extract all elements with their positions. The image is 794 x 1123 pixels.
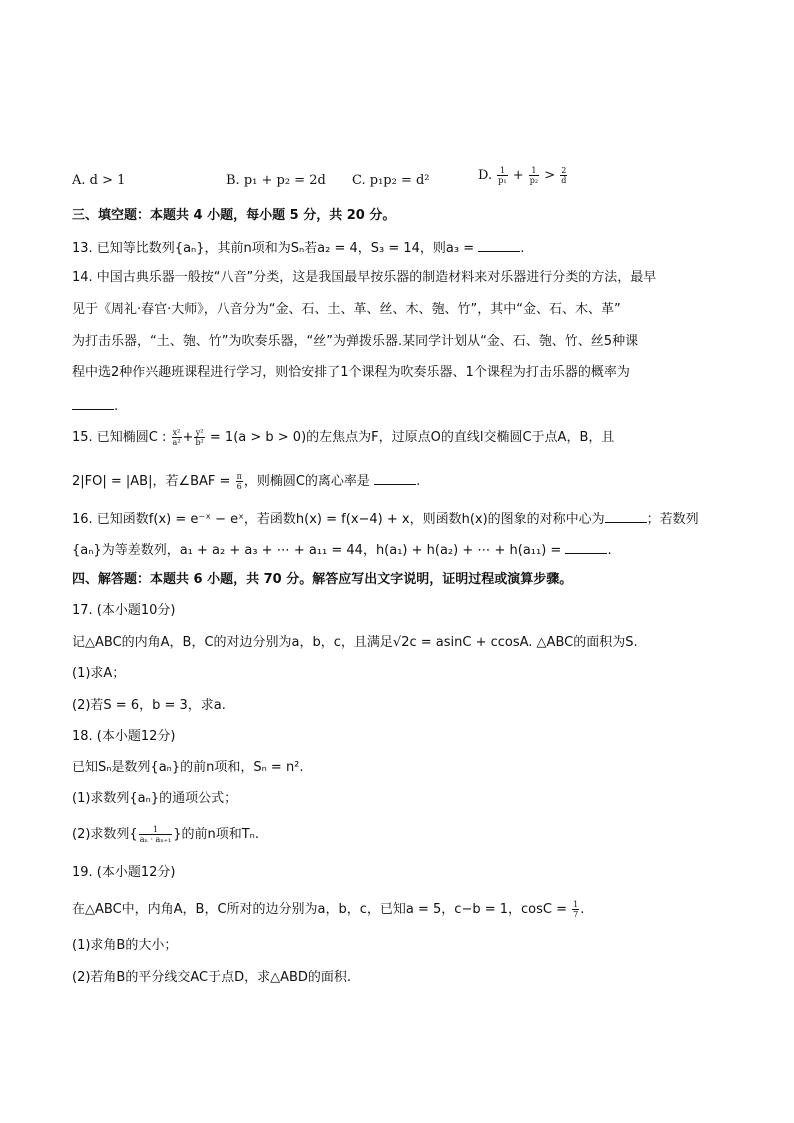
q17-head: 17. (本小题10分)	[72, 603, 176, 618]
frac-num: π	[236, 472, 242, 481]
q14-line-2: 见于《周礼·春官·大师》，八音分为“金、石、土、革、丝、木、匏、竹”，其中“金、石、木、革”	[72, 302, 621, 317]
q18-stem: 已知Sₙ是数列{aₙ}的前n项和，Sₙ = n².	[72, 760, 304, 775]
answer-blank	[565, 540, 607, 554]
option-d-prefix: D.	[478, 168, 493, 183]
q14-line-4: 程中选2种作兴趣班课程进行学习，则恰安排了1个课程为吹奏乐器、1个课程为打击乐器的概率为	[72, 365, 630, 380]
q15-line-2	[72, 471, 420, 491]
gt-sign: >	[544, 168, 556, 183]
q16-line-1	[72, 509, 699, 529]
section-4-title-text: 四、解答题：本题共 6 小题，共 70 分。解答应写出文字说明，证明过程或演算步骤。	[72, 572, 573, 587]
frac-num: 1	[573, 900, 579, 909]
frac-num: 1	[497, 166, 507, 176]
q18-part-1: (1)求数列{aₙ}的通项公式；	[72, 791, 238, 806]
frac-num: y²	[195, 428, 204, 437]
q16-line-2	[72, 540, 612, 560]
frac-pi-6	[236, 472, 243, 491]
option-d	[478, 166, 568, 185]
frac-num: 1	[529, 166, 539, 176]
answer-blank	[605, 509, 647, 523]
q16-line1-post: ；若数列	[646, 512, 699, 527]
q15-mid: = 1(a > b > 0)的左焦点为F，过原点O的直线l交椭圆C于点A，B，且	[209, 430, 615, 445]
frac-1-p1	[497, 166, 507, 185]
plus-sign: +	[512, 168, 524, 183]
q19-part-1: (1)求角B的大小；	[72, 938, 178, 953]
section-3-title	[72, 207, 395, 225]
q15-pre: 15. 已知椭圆C :	[72, 430, 167, 445]
q18-p2-pre: (2)求数列{	[72, 827, 138, 842]
frac-num: 1	[139, 825, 173, 835]
frac-den: d	[561, 176, 567, 185]
frac-den: 6	[236, 482, 242, 491]
frac-1-7	[572, 900, 579, 919]
section-4-title	[72, 571, 572, 589]
q13-end: .	[520, 241, 525, 256]
q14-line-5	[72, 396, 118, 416]
q16-line1-text: 16. 已知函数f(x) = e⁻ˣ − eˣ，若函数h(x) = f(x−4) + x，则函数h(x)的图象的对称中心为	[72, 512, 605, 527]
frac-den: p₂	[529, 176, 539, 185]
q17-stem: 记△ABC的内角A，B，C的对边分别为a，b，c，且满足√2c = asinC + ccosA. △ABC的面积为S.	[72, 635, 638, 650]
frac-1-p2	[529, 166, 539, 185]
q15-line2-pre: 2|FO| = |AB|，若∠BAF =	[72, 474, 231, 489]
q16-end: .	[607, 543, 612, 558]
option-a: A. d > 1	[72, 173, 126, 188]
frac-num: x²	[172, 428, 181, 437]
q19-stem	[72, 900, 584, 919]
frac-den: a²	[172, 438, 181, 447]
q19-stem-pre: 在△ABC中，内角A，B，C所对的边分别为a，b，c，已知a = 5，c−b = 1，cosC =	[72, 902, 568, 917]
section-3-title-text: 三、填空题：本题共 4 小题，每小题 5 分，共 20 分。	[72, 208, 396, 223]
q18-p2-post: }的前n项和Tₙ.	[173, 827, 259, 842]
frac-1-an-an1	[139, 825, 173, 844]
q17-part-2: (2)若S = 6，b = 3，求a.	[72, 698, 226, 713]
plus-sign: +	[182, 430, 194, 445]
frac-den: b²	[195, 438, 204, 447]
q19-part-2: (2)若角B的平分线交AC于点D，求△ABD的面积.	[72, 970, 352, 985]
frac-2-d	[560, 166, 567, 185]
q13-text: 13. 已知等比数列{aₙ}，其前n项和为Sₙ若a₂ = 4，S₃ = 14，则a₃ =	[72, 241, 475, 256]
q14-line-3: 为打击乐器，“土、匏、竹”为吹奏乐器，“丝”为弹拨乐器.某同学计划从“金、石、匏、竹、丝5种课	[72, 334, 639, 349]
frac-den: 7	[573, 910, 579, 919]
question-13	[72, 238, 524, 258]
q14-line-1: 14. 中国古典乐器一般按“八音”分类，这是我国最早按乐器的制造材料来对乐器进行分类的方法，最早	[72, 270, 657, 285]
option-b: B. p₁ + p₂ = 2d	[226, 173, 326, 188]
q18-part-2	[72, 825, 259, 844]
frac-x2-a2	[172, 428, 182, 447]
frac-den: p₁	[498, 176, 507, 185]
q19-stem-end: .	[580, 902, 585, 917]
answer-blank	[478, 238, 520, 252]
q14-end: .	[114, 399, 119, 414]
q15-end: .	[416, 474, 421, 489]
q19-head: 19. (本小题12分)	[72, 865, 176, 880]
frac-num: 2	[561, 166, 567, 175]
frac-y2-b2	[194, 428, 204, 447]
q15-line-1	[72, 428, 614, 447]
frac-den: aₙ · aₙ₊₁	[139, 835, 172, 844]
option-c: C. p₁p₂ = d²	[352, 173, 430, 188]
q17-part-1: (1)求A；	[72, 666, 126, 681]
answer-blank	[72, 396, 114, 410]
answer-blank	[374, 471, 416, 485]
q16-line2-text: {aₙ}为等差数列，a₁ + a₂ + a₃ + ⋯ + a₁₁ = 44，h(a₁) + h(a₂) + ⋯ + h(a₁₁) =	[72, 543, 562, 558]
q18-head: 18. (本小题12分)	[72, 729, 176, 744]
q15-line2-post: ，则椭圆C的离心率是	[243, 474, 370, 489]
